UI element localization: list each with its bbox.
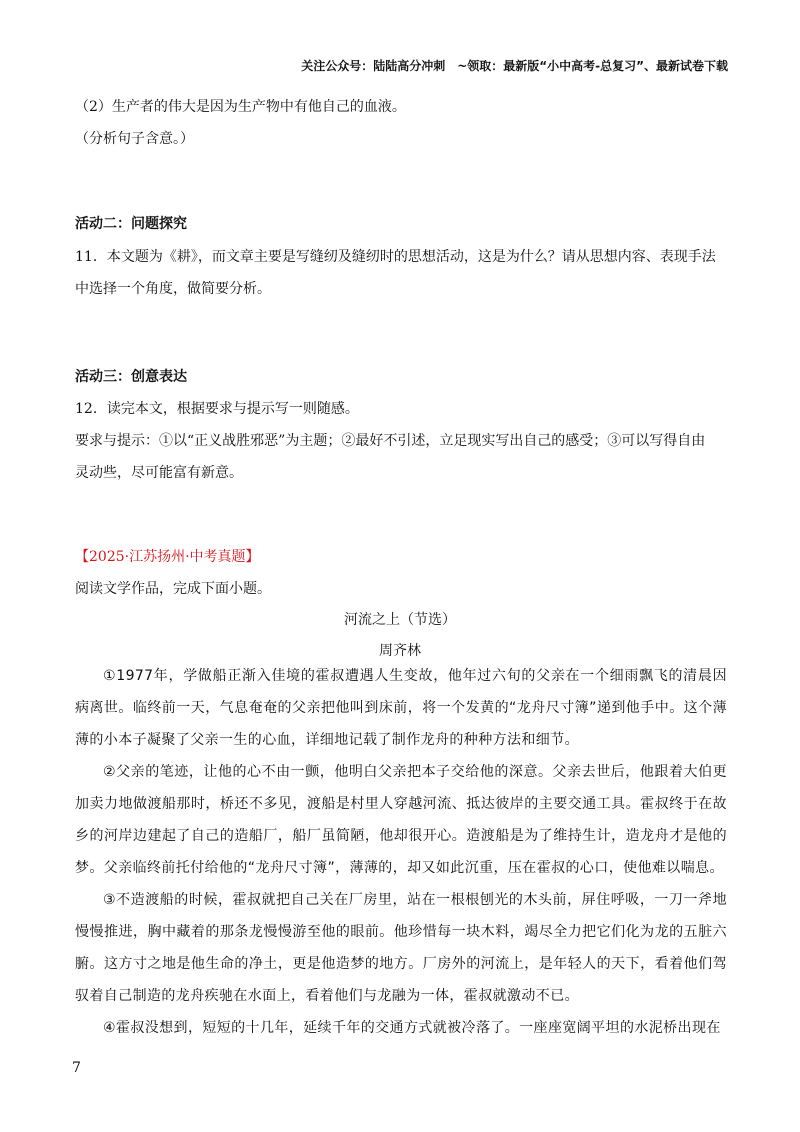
article-paragraph-2: ②父亲的笔迹，让他的心不由一颤，他明白父亲把本子交给他的深意。父亲去世后，他跟着大伯更加卖力地做渡船那时，桥还不多见，渡船是村里人穿越河流、抵达彼岸的主要交通工具。霍叔终于在故乡的河岸边建起了自己的造船厂，船厂虽简陋，他却很开心。造渡船是为了维持生计，造龙舟才是他的梦。父亲临终前托付给他的“龙舟尺寸簿”，薄薄的，却又如此沉重，压在霍叔的心口，使他难以喘息。 xyxy=(75,764,727,876)
article-paragraph-3: ③不造渡船的时候，霍叔就把自己关在厂房里，站在一根根刨光的木头前，屏住呼吸，一刀一斧地慢慢推进，胸中藏着的那条龙慢慢游至他的眼前。他珍惜每一块木料，竭尽全力把它们化为龙的五脏六腑。这方寸之地是他生命的净土，更是他造梦的地方。厂房外的河流上，是年轻人的天下，看着他们驾驭着自己制造的龙舟疾驰在水面上，看着他们与龙融为一体，霍叔就激动不已。 xyxy=(75,892,727,1004)
activity-2-heading: 活动二：问题探究 xyxy=(75,216,187,232)
article-paragraph-4: ④霍叔没想到，短短的十几年，延续千年的交通方式就被冷落了。一座座宽阔平坦的水泥桥出现在 xyxy=(103,1020,721,1036)
article-paragraph-1: ①1977年，学做船正渐入佳境的霍叔遭遇人生变故，他年过六旬的父亲在一个细雨飘飞的清晨因病离世。临终前一天，气息奄奄的父亲把他叫到床前，将一个发黄的“龙舟尺寸簿”递到他手中。这个薄薄的小本子凝聚了父亲一生的心血，详细地记载了制作龙舟的种种方法和细节。 xyxy=(75,668,727,748)
article-body xyxy=(75,660,727,1044)
reading-instruction: 阅读文学作品，完成下面小题。 xyxy=(75,581,271,597)
page-header: 关注公众号：陆陆高分冲刺 ~领取：最新版“小中高考-总复习”、最新试卷下载 xyxy=(301,59,728,73)
question-10-item-2: （2）生产者的伟大是因为生产物中有他自己的血液。 xyxy=(75,99,406,115)
source-tag: 【2025·江苏扬州·中考真题】 xyxy=(75,549,260,565)
page-number: 7 xyxy=(72,1060,81,1076)
question-12-line-2: 要求与提示：①以“正义战胜邪恶”为主题；②最好不引述，立足现实写出自己的感受；③可以写得自由 xyxy=(75,433,706,449)
activity-3-heading: 活动三：创意表达 xyxy=(75,369,187,385)
question-10-hint: （分析句子含意。） xyxy=(75,131,194,147)
question-11-line-1: 11．本文题为《耕》，而文章主要是写缝纫及缝纫时的思想活动，这是为什么？请从思想内容、表现手法 xyxy=(75,249,716,265)
question-11-line-2: 中选择一个角度，做简要分析。 xyxy=(75,281,271,297)
question-12-line-3: 灵动些，尽可能富有新意。 xyxy=(75,465,243,481)
question-12-line-1: 12．读完本文，根据要求与提示写一则随感。 xyxy=(75,401,359,417)
article-title: 河流之上（节选） xyxy=(344,612,456,628)
article-author: 周齐林 xyxy=(379,643,421,659)
